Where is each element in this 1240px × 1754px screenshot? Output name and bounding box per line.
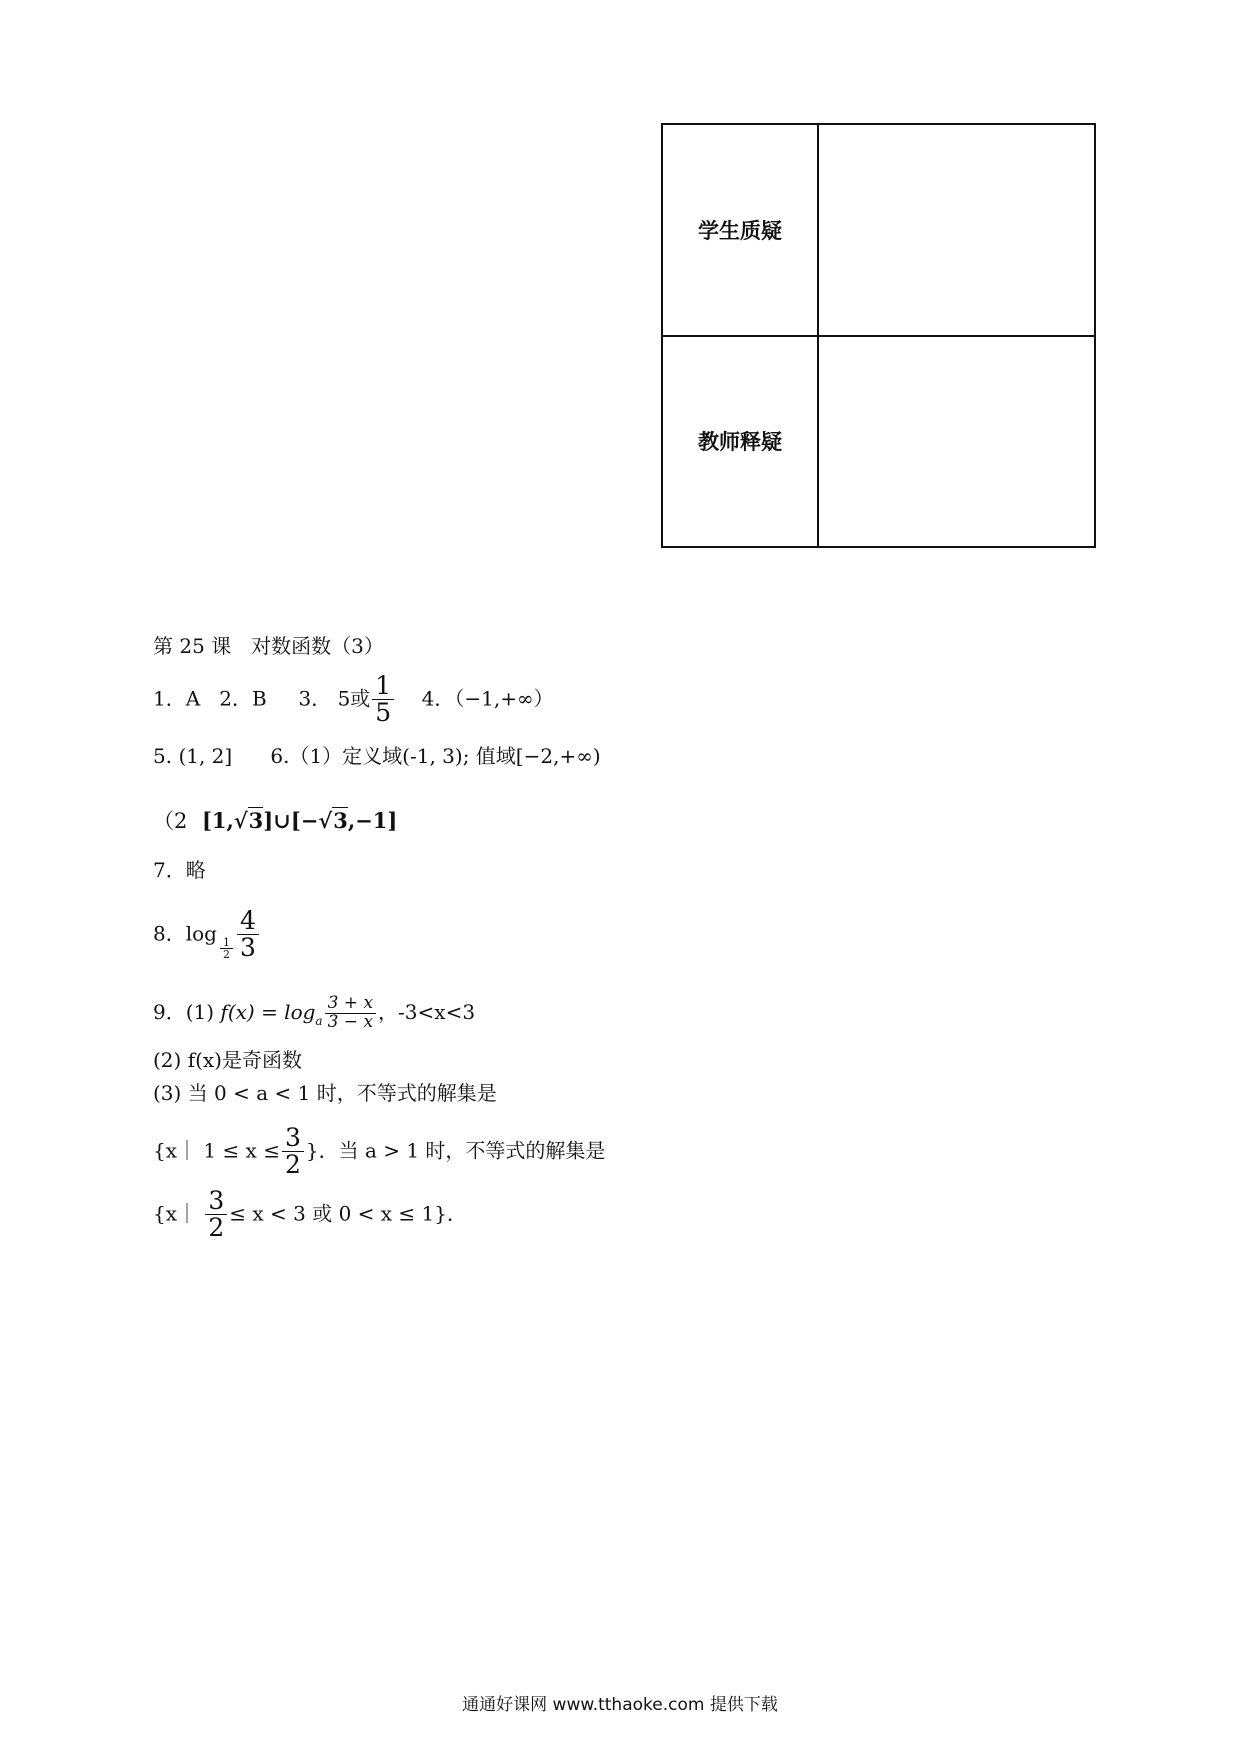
answer-3-label: 3．	[298, 686, 332, 711]
page-footer: 通通好课网 www.tthaoke.com 提供下载	[462, 1695, 778, 1715]
answer-9-fraction: $\frac{3 + x}{3 - x}$	[325, 995, 376, 1032]
answer-6-1: 6.（1）定义域(-1, 3); 值域[−2,+∞)	[270, 744, 601, 768]
answer-7: 7．略	[153, 858, 206, 882]
sqrt-3-b: √3	[318, 808, 348, 833]
sqrt-3-a: √3	[233, 808, 264, 833]
answer-9-1: 9．(1) $f(x) = \log_a$ $\frac{3 + x}{3 - x}$ ，-3<x<3	[153, 993, 476, 1032]
answer-3-value: 5或	[337, 686, 371, 711]
answers-5-6	[153, 746, 601, 766]
answer-8: 8．log $\frac{1}{2}$ $\frac{4}{3}$	[153, 908, 261, 962]
answer-9-3-intro: (3) 当 0 < a < 1 时，不等式的解集是	[153, 1081, 497, 1105]
teacher-answer-cell	[818, 336, 1095, 548]
student-question-cell	[818, 124, 1095, 336]
answer-9-2: (2) f(x)是奇函数	[153, 1048, 302, 1072]
answer-8-fraction: $\frac{4}{3}$	[237, 908, 259, 962]
set1-fraction: $\frac{3}{2}$	[282, 1125, 304, 1179]
qa-table	[661, 123, 1096, 548]
answer-6-2: （2 [1,√3]∪[−√3,−1]	[153, 808, 398, 833]
answer-2: 2．B	[219, 686, 267, 711]
lesson-heading: 第 25 课 对数函数（3）	[153, 634, 384, 658]
teacher-answer-label: 教师释疑	[662, 336, 818, 548]
answer-5: 5. (1, 2]	[153, 744, 233, 768]
answer-9-3-set1: {x｜ 1 ≤ x ≤ $\frac{3}{2}$ }．当 a > 1 时，不等式的解集是	[153, 1123, 606, 1180]
answer-9-3-set2: {x｜ $\frac{3}{2}$ ≤ x < 3 或 0 < x ≤ 1}．	[153, 1186, 467, 1243]
answer-3-fraction: $\frac{1}{5}$	[372, 673, 394, 727]
answer-1: 1．A	[153, 686, 201, 711]
answer-4: 4．（−1,+∞）	[421, 686, 554, 711]
log-base-fraction: $\frac{1}{2}$	[220, 937, 233, 961]
answers-1-4	[153, 673, 554, 727]
set2-fraction: $\frac{3}{2}$	[205, 1188, 227, 1242]
student-question-label: 学生质疑	[662, 124, 818, 336]
